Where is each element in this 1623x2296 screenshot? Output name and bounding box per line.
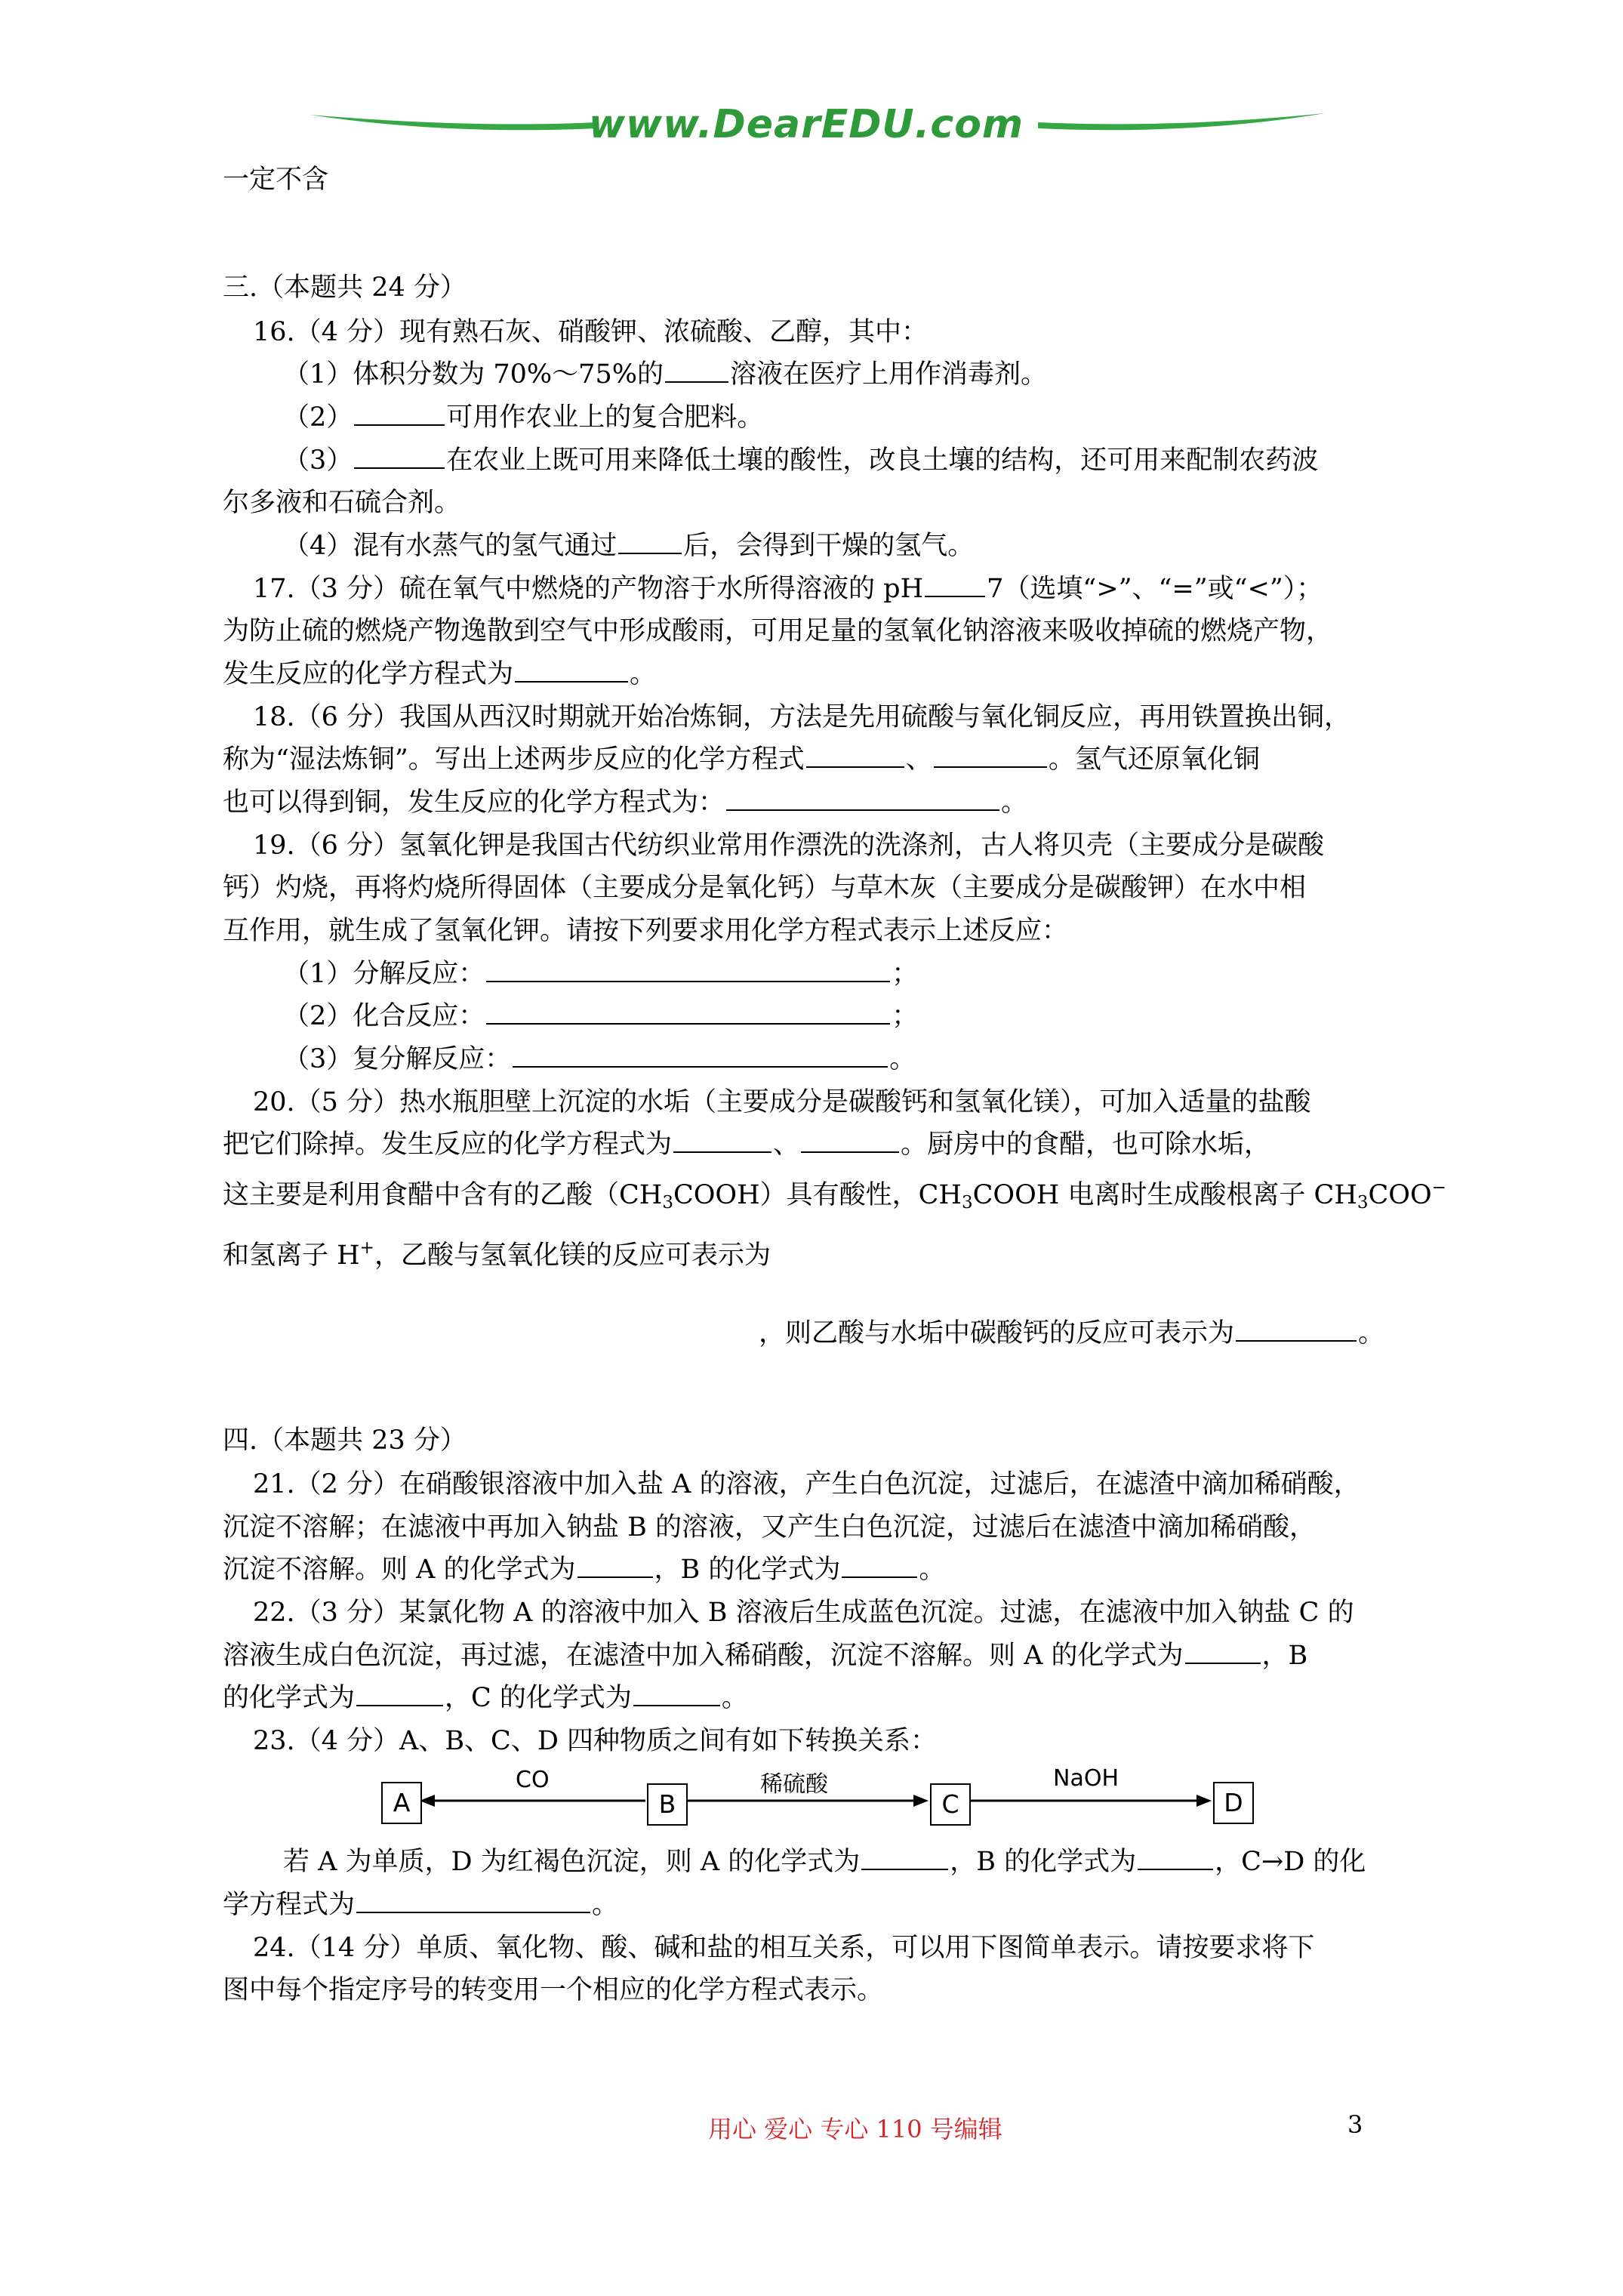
node-b: B [647, 1783, 688, 1826]
answer-blank[interactable] [633, 1678, 720, 1706]
q20-line1: 20.（5 分）热水瓶胆壁上沉淀的水垢（主要成分是碳酸钙和氢氧化镁），可加入适量的盐酸 [253, 1087, 1311, 1117]
q19-reaction2: （2）化合反应： ； [283, 995, 918, 1038]
answer-blank[interactable] [806, 739, 904, 768]
q18-line2: 称为“湿法炼铜”。写出上述两步反应的化学方程式 、 。氢气还原氧化铜 [223, 738, 1260, 781]
q23-line1: 23.（4 分）A、B、C、D 四种物质之间有如下转换关系： [253, 1726, 938, 1756]
answer-blank[interactable] [925, 569, 985, 597]
q17-line3: 发生反应的化学方程式为 。 [223, 653, 656, 696]
q22-line2: 溶液生成白色沉淀，再过滤，在滤渣中加入稀硝酸，沉淀不溶解。则 A 的化学式为 ，B [223, 1635, 1307, 1678]
q22-line1: 22.（3 分）某氯化物 A 的溶液中加入 B 溶液后生成蓝色沉淀。过滤，在滤液中加入钠盐 C 的 [253, 1598, 1354, 1628]
q24-line1: 24.（14 分）单质、氧化物、酸、碱和盐的相互关系，可以用下图简单表示。请按要求将下 [253, 1933, 1315, 1963]
q20-line2: 把它们除掉。发生反应的化学方程式为 、 。厨房中的食醋，也可除水垢， [223, 1123, 1270, 1166]
node-a: A [381, 1782, 422, 1824]
answer-blank[interactable] [665, 354, 728, 383]
q20-line4: 和氢离子 H+，乙酸与氢氧化镁的反应可表示为 [223, 1238, 771, 1271]
section3-title: 三.（本题共 24 分） [223, 273, 467, 303]
q23-line3: 学方程式为 。 [223, 1884, 618, 1927]
site-logo: www.DearEDU.com [589, 102, 1024, 147]
q16-item2: （2） 可用作农业上的复合肥料。 [283, 396, 763, 439]
answer-blank[interactable] [356, 1678, 443, 1706]
q19-reaction3: （3）复分解反应： 。 [283, 1038, 916, 1081]
answer-blank[interactable] [1236, 1313, 1357, 1342]
q19-line1: 19.（6 分）氢氧化钾是我国古代纺织业常用作漂洗的洗涤剂，古人将贝壳（主要成分是碳酸 [253, 831, 1325, 861]
q16-item1: （1）体积分数为 70%～75%的 溶液在医疗上用作消毒剂。 [283, 353, 1047, 396]
arrow-label-naoh: NaOH [1053, 1765, 1119, 1792]
arrow-label-acid: 稀硫酸 [760, 1771, 828, 1798]
arrow-label-co: CO [516, 1767, 550, 1793]
q16-item4: （4）混有水蒸气的氢气通过 后，会得到干燥的氢气。 [283, 525, 974, 568]
q20-line3: 这主要是利用食醋中含有的乙酸$(CH_3COOH)$具有酸性，$CH_3COOH$ 电离时生成酸根离子 $CH_3COO^-$ [223, 1178, 1446, 1213]
answer-blank[interactable] [513, 1039, 888, 1068]
section4-title: 四.（本题共 23 分） [223, 1425, 467, 1456]
page-number: 3 [1347, 2110, 1363, 2139]
top-line: 一定不含 [223, 165, 329, 195]
q18-line1: 18.（6 分）我国从西汉时期就开始冶炼铜，方法是先用硫酸与氧化铜反应，再用铁置换出铜， [253, 702, 1351, 732]
answer-blank[interactable] [1138, 1841, 1213, 1870]
q16-stem: 16.（4 分）现有熟石灰、硝酸钾、浓硫酸、乙醇，其中： [253, 317, 929, 347]
answer-blank[interactable] [486, 996, 890, 1025]
q17-line2: 为防止硫的燃烧产物逸散到空气中形成酸雨，可用足量的氢氧化钠溶液来吸收掉硫的燃烧产物， [223, 616, 1333, 646]
answer-blank[interactable] [515, 654, 628, 683]
header-swoosh-right [1038, 106, 1325, 136]
header-swoosh-left [310, 106, 596, 136]
answer-blank[interactable] [726, 782, 999, 811]
answer-blank[interactable] [1185, 1635, 1261, 1664]
q17-line1: 17.（3 分）硫在氧气中燃烧的产物溶于水所得溶液的 pH 7（选填“>”、“=”或“<”）； [253, 568, 1323, 611]
q19-line3: 互作用，就生成了氢氧化钾。请按下列要求用化学方程式表示上述反应： [223, 916, 1069, 946]
answer-blank[interactable] [577, 1549, 653, 1578]
answer-blank[interactable] [842, 1549, 917, 1578]
q21-line3: 沉淀不溶解。则 A 的化学式为 ，B 的化学式为 。 [223, 1549, 945, 1592]
q21-line2: 沉淀不溶解；在滤液中再加入钠盐 B 的溶液，又产生白色沉淀，过滤后在滤渣中滴加稀硝酸， [223, 1512, 1316, 1542]
answer-blank[interactable] [861, 1841, 948, 1870]
q16-item3-cont: 尔多液和石硫合剂。 [223, 488, 461, 518]
q20-line5: ，则乙酸与水垢中碳酸钙的反应可表示为 。 [759, 1312, 1384, 1355]
q22-line3: 的化学式为 ，C 的化学式为 。 [223, 1677, 748, 1720]
answer-blank[interactable] [356, 1885, 590, 1913]
q24-line2: 图中每个指定序号的转变用一个相应的化学方程式表示。 [223, 1975, 884, 2005]
q16-item3: （3） 在农业上既可用来降低土壤的酸性，改良土壤的结构，还可用来配制农药波 [283, 439, 1318, 482]
q21-line1: 21.（2 分）在硝酸银溶液中加入盐 A 的溶液，产生白色沉淀，过滤后，在滤渣中滴加稀硝酸， [253, 1469, 1360, 1499]
answer-blank[interactable] [934, 739, 1047, 768]
answer-blank[interactable] [354, 440, 445, 469]
node-c: C [930, 1783, 971, 1826]
q23-line2: 若 A 为单质，D 为红褐色沉淀，则 A 的化学式为 ，B 的化学式为 ，C→D 的化 [283, 1841, 1366, 1884]
answer-blank[interactable] [486, 954, 890, 982]
answer-blank[interactable] [618, 525, 682, 554]
answer-blank[interactable] [673, 1124, 771, 1153]
q18-line3: 也可以得到铜，发生反应的化学方程式为： 。 [223, 781, 1027, 824]
q19-reaction1: （1）分解反应： ； [283, 953, 918, 996]
footer-text: 用心 爱心 专心 110 号编辑 [708, 2115, 1002, 2143]
answer-blank[interactable] [354, 397, 445, 426]
node-d: D [1213, 1782, 1254, 1824]
answer-blank[interactable] [801, 1124, 899, 1153]
q19-line2: 钙）灼烧，再将灼烧所得固体（主要成分是氧化钙）与草木灰（主要成分是碳酸钾）在水中相 [223, 873, 1307, 903]
